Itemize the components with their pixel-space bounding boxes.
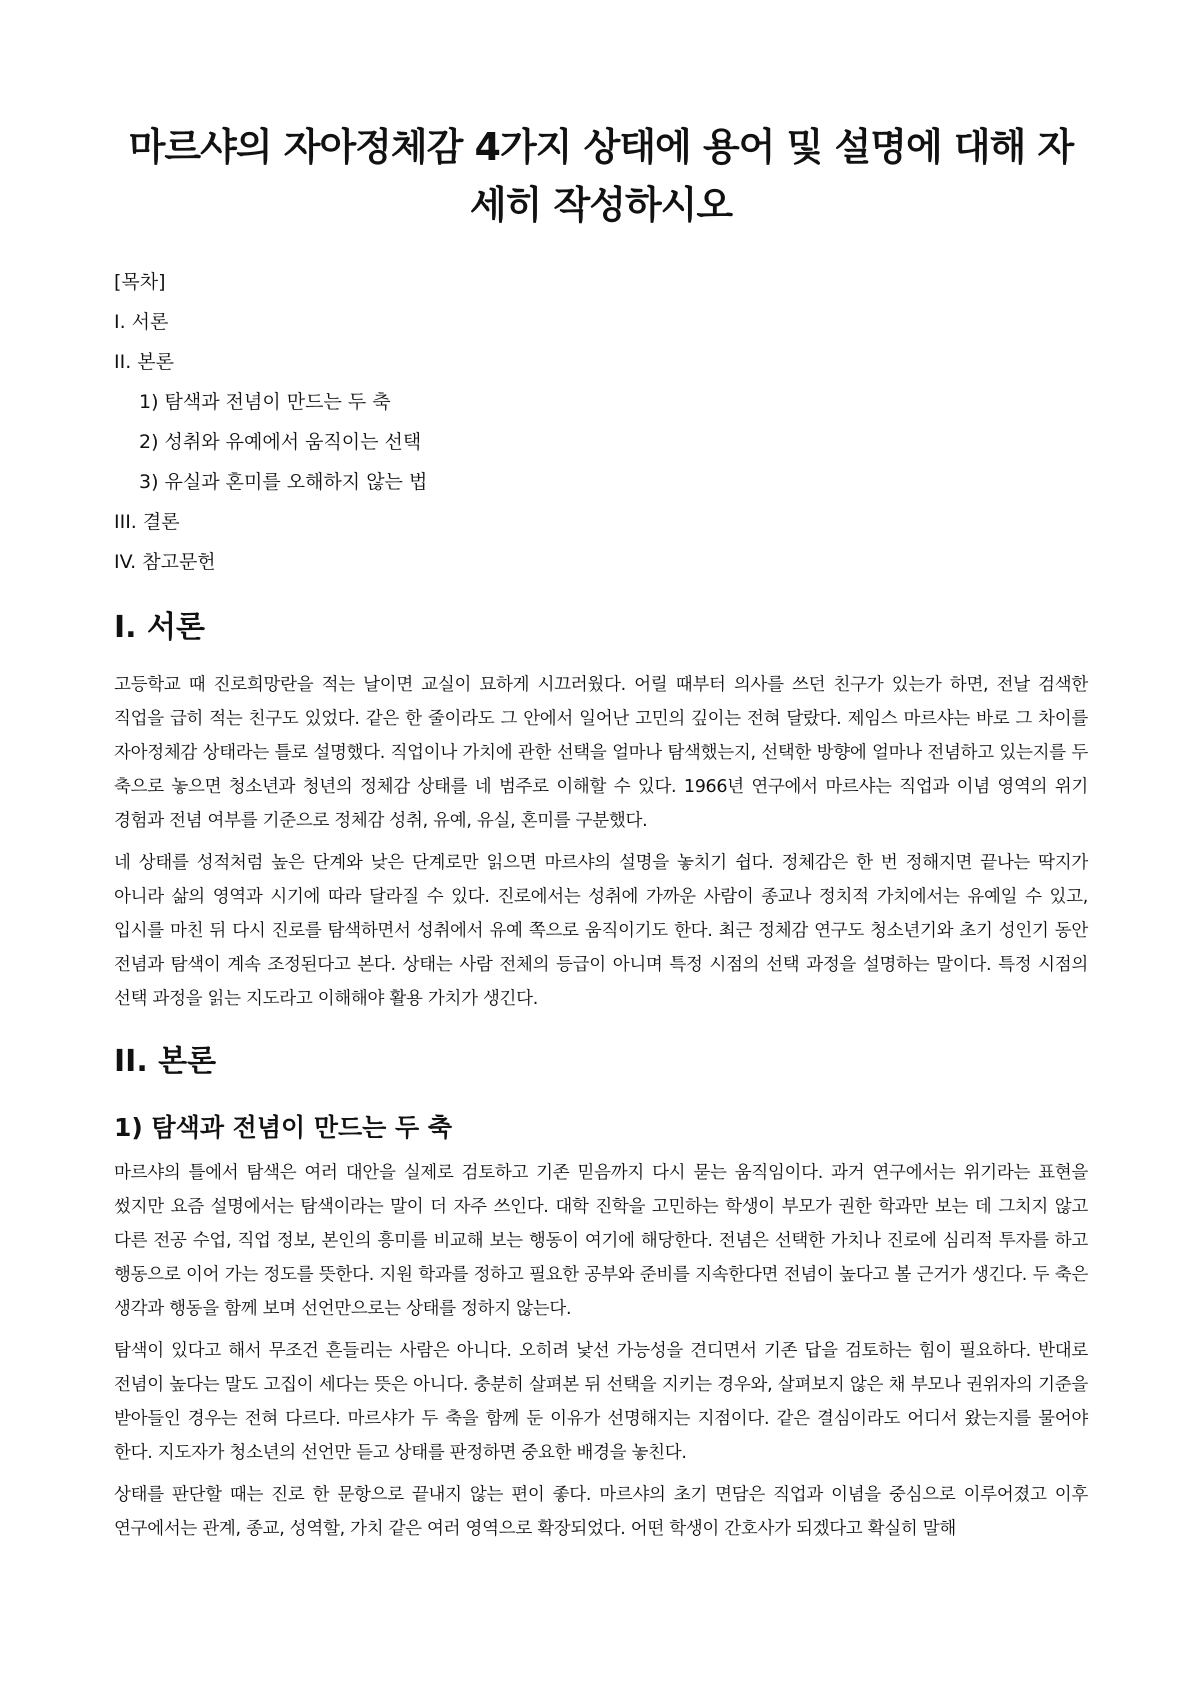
table-of-contents <box>114 262 1088 582</box>
toc-heading: [목차] <box>114 271 166 293</box>
body-paragraph-3: 상태를 판단할 때는 진로 한 문항으로 끝내지 않는 편이 좋다. 마르샤의 초기 면담은 직업과 이념을 중심으로 이루어졌고 이후 연구에서는 관계, 종교, 성역할, 가치 같은 여러 영역으로 확장되었다. 어떤 학생이 간호사가 되겠다고 확실히 말해 <box>114 1485 1088 1539</box>
body-paragraph-2: 탐색이 있다고 해서 무조건 흔들리는 사람은 아니다. 오히려 낯선 가능성을 견디면서 기존 답을 검토하는 힘이 필요하다. 반대로 전념이 높다는 말도 고집이 세다는 뜻은 아니다. 충분히 살펴본 뒤 선택을 지키는 경우와, 살펴보지 않은 채 부모나 권위자의 기준을 받아들인 경우는 전혀 다르다. 마르샤가 두 축을 함께 둔 이유가 선명해지는 지점이다. 같은 결심이라도 어디서 왔는지를 물어야 한다. 지도자가 청소년의 선언만 듣고 상태를 판정하면 중요한 배경을 놓친다. <box>114 1341 1088 1463</box>
body-paragraph-1: 마르샤의 틀에서 탐색은 여러 대안을 실제로 검토하고 기존 믿음까지 다시 묻는 움직임이다. 과거 연구에서는 위기라는 표현을 썼지만 요즘 설명에서는 탐색이라는 말이 더 자주 쓰인다. 대학 진학을 고민하는 학생이 부모가 권한 학과만 보는 데 그치지 않고 다른 전공 수업, 직업 정보, 본인의 흥미를 비교해 보는 행동이 여기에 해당한다. 전념은 선택한 가치나 진로에 심리적 투자를 하고 행동으로 이어 가는 정도를 뜻한다. 지원 학과를 정하고 필요한 공부와 준비를 지속한다면 전념이 높다고 볼 근거가 생긴다. 두 축은 생각과 행동을 함께 보며 선언만으로는 상태를 정하지 않는다. <box>114 1163 1088 1319</box>
toc-item-body-2: 2) 성취와 유예에서 움직이는 선택 <box>139 431 422 453</box>
toc-item-intro: I. 서론 <box>114 311 169 333</box>
toc-item-body: II. 본론 <box>114 351 174 373</box>
toc-item-conclusion: III. 결론 <box>114 511 180 533</box>
intro-paragraph-2: 네 상태를 성적처럼 높은 단계와 낮은 단계로만 읽으면 마르샤의 설명을 놓치기 쉽다. 정체감은 한 번 정해지면 끝나는 딱지가 아니라 삶의 영역과 시기에 따라 달라질 수 있다. 진로에서는 성취에 가까운 사람이 종교나 정치적 가치에서는 유예일 수 있고, 입시를 마친 뒤 다시 진로를 탐색하면서 성취에서 유예 쪽으로 움직이기도 한다. 최근 정체감 연구도 청소년기와 초기 성인기 동안 전념과 탐색이 계속 조정된다고 본다. 상태는 사람 전체의 등급이 아니며 특정 시점의 선택 과정을 설명하는 말이다. 특정 시점의 선택 과정을 읽는 지도라고 이해해야 활용 가치가 생긴다. <box>114 853 1088 1009</box>
subsection-heading-1: 1) 탐색과 전념이 만드는 두 축 <box>114 1113 452 1142</box>
toc-item-references: IV. 참고문헌 <box>114 551 216 573</box>
toc-item-body-3: 3) 유실과 혼미를 오해하지 않는 법 <box>139 471 428 493</box>
section-heading-intro: I. 서론 <box>114 610 205 645</box>
document-title: 마르샤의 자아정체감 4가지 상태에 용어 및 설명에 대해 자세히 작성하시오 <box>128 125 1074 227</box>
intro-paragraph-1: 고등학교 때 진로희망란을 적는 날이면 교실이 묘하게 시끄러웠다. 어릴 때부터 의사를 쓰던 친구가 있는가 하면, 전날 검색한 직업을 급히 적는 친구도 있었다. 같은 한 줄이라도 그 안에서 일어난 고민의 깊이는 전혀 달랐다. 제임스 마르샤는 바로 그 차이를 자아정체감 상태라는 틀로 설명했다. 직업이나 가치에 관한 선택을 얼마나 탐색했는지, 선택한 방향에 얼마나 전념하고 있는지를 두 축으로 놓으면 청소년과 청년의 정체감 상태를 네 범주로 이해할 수 있다. 1966년 연구에서 마르샤는 직업과 이념 영역의 위기 경험과 전념 여부를 기준으로 정체감 성취, 유예, 유실, 혼미를 구분했다. <box>114 675 1088 831</box>
section-heading-body: II. 본론 <box>114 1044 217 1079</box>
toc-item-body-1: 1) 탐색과 전념이 만드는 두 축 <box>139 391 391 413</box>
